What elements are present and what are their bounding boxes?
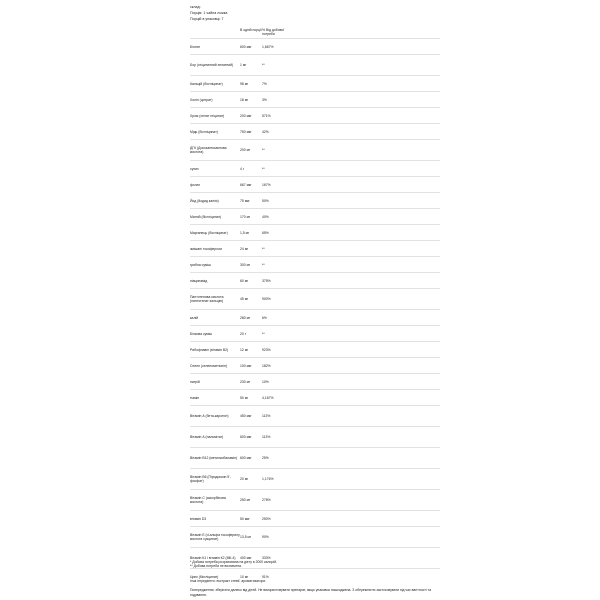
nutrient-amount: 600 мкг — [240, 44, 252, 49]
nutrient-dv: ** — [262, 331, 265, 336]
nutrient-dv: 182% — [262, 363, 271, 368]
table-row — [190, 510, 440, 526]
nutrient-name: натрій — [190, 379, 200, 384]
nutrient-amount: 50 мкг — [240, 516, 250, 521]
nutrient-name: тіамін — [190, 395, 200, 400]
nutrient-amount: 1,5 мг — [240, 230, 250, 235]
nutrient-amount: 10 мг — [240, 574, 249, 579]
nutrient-dv: 333% — [262, 556, 271, 560]
table-header-name — [190, 28, 240, 38]
table-row — [190, 447, 440, 468]
nutrient-name: Рибофлавін (вітамін B2) — [190, 347, 229, 352]
nutrient-amount: 20 г — [240, 331, 246, 336]
nutrient-dv: ** — [262, 148, 265, 152]
nutrient-name: Білкова суміш — [190, 331, 213, 336]
nutrient-name: Вітамін К1 і вітамін К2 (МК-4) — [190, 556, 236, 560]
table-row — [190, 373, 440, 389]
nutrient-name: Марганець (бісгліцинат) — [190, 230, 228, 235]
nutrient-name: Магній (бісгліцинат) — [190, 214, 222, 219]
nutrient-dv: 7% — [262, 81, 267, 86]
nutrient-dv: 6% — [262, 315, 267, 320]
nutrient-name: Вітамін С (аскорбінова кислота) — [190, 496, 226, 504]
table-row — [190, 107, 440, 123]
nutrient-name: змішані токофероли — [190, 246, 222, 251]
nutrient-dv: 167% — [262, 182, 271, 187]
nutrient-amount: 1 мг — [240, 63, 247, 67]
nutrient-name: Вітамін B12 (метилкобаламін) — [190, 456, 238, 460]
nutrient-dv: ** — [262, 262, 265, 267]
table-row — [190, 389, 440, 405]
nutrient-name: Вітамін А (пальмітат) — [190, 435, 224, 439]
table-row — [190, 38, 440, 54]
table-row — [190, 526, 440, 547]
nutrient-dv: 375% — [262, 278, 271, 283]
nutrient-dv: 113% — [262, 414, 271, 418]
nutrient-dv: 42% — [262, 129, 269, 134]
nutrient-name: Вітамін B6 (Піридоксин 5'-фосфат) — [190, 475, 231, 483]
table-row — [190, 208, 440, 224]
nutrient-name: вітамін D3 — [190, 516, 207, 521]
nutrient-amount: 24 мг — [240, 246, 249, 251]
table-row — [190, 489, 440, 510]
nutrient-dv: 113% — [262, 435, 271, 439]
nutrient-amount: 600 мкг — [240, 435, 252, 439]
table-row — [190, 176, 440, 192]
nutrient-amount: 280 мг — [240, 315, 251, 320]
nutrient-amount: 45 мг — [240, 297, 249, 301]
footer — [190, 560, 440, 597]
nutrient-amount: 18 мг — [240, 97, 249, 102]
nutrient-name: Кальцій (бісгліцинат) — [190, 81, 223, 86]
table-row — [190, 256, 440, 272]
nutrient-name: ДГК (Докозагексаєнова кислота) — [190, 146, 227, 154]
table-row — [190, 288, 440, 309]
nutrient-name: Цинк (бісгліцинат) — [190, 574, 219, 579]
nutrient-name: Холін (цитрат) — [190, 97, 213, 102]
table-row — [190, 405, 440, 426]
nutrient-dv: ** — [262, 246, 265, 251]
table-row — [190, 75, 440, 91]
nutrient-dv: 278% — [262, 498, 271, 502]
nutrient-amount: 200 мг — [240, 148, 251, 152]
table-row — [190, 160, 440, 176]
nutrient-name: ніацинамід — [190, 278, 208, 283]
nutrient-amount: 170 мг — [240, 214, 251, 219]
supplement-facts — [190, 4, 440, 584]
table-row — [190, 272, 440, 288]
nutrient-name: Вітамін Е (d-альфа токоферилу кислота сукцинат) — [190, 533, 240, 541]
table-row — [190, 192, 440, 208]
nutrient-dv: 923% — [262, 347, 271, 352]
nutrient-amount: 600 мкг — [240, 456, 252, 460]
nutrient-dv: ** — [262, 166, 265, 171]
table-row — [190, 426, 440, 447]
serving-size: Порція: 1 чайна ложка — [190, 11, 228, 15]
table-row — [190, 240, 440, 256]
table-row — [190, 139, 440, 160]
table-row — [190, 224, 440, 240]
nutrient-dv: 1,176% — [262, 477, 274, 481]
nutrient-name: сухих — [190, 166, 199, 171]
nutrient-amount: 400 мкг — [240, 556, 252, 560]
nutrient-name: калій — [190, 315, 199, 320]
table-row — [190, 468, 440, 489]
nutrient-amount: 230 мг — [240, 379, 251, 384]
nutrient-amount: 100 мкг — [240, 363, 252, 368]
nutrient-amount: 12 мг — [240, 347, 249, 352]
nutrient-name: Мідь (бісгліцинат) — [190, 129, 218, 134]
nutrient-amount: 450 мкг — [240, 414, 252, 418]
nutrient-dv: 1,667% — [262, 44, 274, 49]
servings-per-container: Порцій в упаковці: 7 — [190, 17, 224, 21]
table-row — [190, 123, 440, 139]
nutrient-name: Селен (селенометіонін) — [190, 363, 228, 368]
nutrient-amount: 13,5 мг — [240, 535, 252, 539]
nutrient-dv: 40% — [262, 214, 269, 219]
nutrient-dv: 91% — [262, 574, 269, 579]
table-header-dv: % Від добової потреби — [262, 28, 285, 37]
table-row — [190, 357, 440, 373]
nutrient-dv: 900% — [262, 297, 271, 301]
nutrient-name: грибна суміш — [190, 262, 211, 267]
nutrient-amount: 200 мкг — [240, 113, 252, 118]
table-header-amount: В одній порції — [240, 28, 262, 32]
nutrient-amount: 75 мкг — [240, 198, 250, 203]
nutrient-amount: 20 мг — [240, 477, 249, 481]
nutrient-amount: 667 мкг — [240, 182, 252, 187]
nutrient-amount: 300 мг — [240, 262, 251, 267]
nutrient-dv: 250% — [262, 516, 271, 521]
nutrient-dv: 25% — [262, 456, 269, 460]
nutrient-name: Вітамін А (бета-каротин) — [190, 414, 229, 418]
nutrient-name: Хром (хелат гліцинат) — [190, 113, 225, 118]
nutrient-amount: 4 г — [240, 166, 245, 171]
footnote-daily-value: * Добова потреба розрахована на дієту в 2000 калорій. — [190, 560, 277, 564]
nutrient-name: Пантотенова кислота (пантотенат кальцію) — [190, 295, 224, 303]
composition-label: склад: — [190, 5, 201, 9]
nutrient-table — [190, 38, 440, 584]
nutrient-name: фолат — [190, 182, 200, 187]
nutrient-name: Йод (йодид калію) — [190, 198, 219, 203]
other-ingredients: Інші інгредієнти: екстракт стевії, ароматизатори. — [190, 578, 267, 583]
nutrient-name: Бор (гліцинатний хелатний) — [190, 63, 234, 67]
nutrient-dv: 50% — [262, 198, 269, 203]
nutrient-amount: 250 мг — [240, 498, 251, 502]
nutrient-name: Біотин — [190, 44, 201, 49]
nutrient-dv: 65% — [262, 230, 269, 235]
table-row — [190, 341, 440, 357]
table-row — [190, 325, 440, 341]
warning-text: Попередження: зберігати далеко від дітей. Не використовувати препарат, якщо упаковка пошкоджена. З обережністю застосовувати під час вагітності та годування. — [190, 588, 431, 597]
nutrient-amount: 750 мкг — [240, 129, 252, 134]
nutrient-amount: 98 мг — [240, 81, 249, 86]
table-row — [190, 54, 440, 75]
nutrient-dv: 4,167% — [262, 395, 274, 400]
nutrient-amount: 50 мг — [240, 395, 249, 400]
nutrient-dv: 571% — [262, 113, 271, 118]
table-header — [190, 28, 440, 38]
nutrient-dv: 90% — [262, 535, 269, 539]
footnote-not-established: ** Добова потреба не визначена. — [190, 564, 242, 569]
table-row — [190, 91, 440, 107]
table-row — [190, 309, 440, 325]
nutrient-dv: ** — [262, 63, 265, 67]
nutrient-dv: 3% — [262, 97, 267, 102]
nutrient-dv: 10% — [262, 379, 269, 384]
nutrient-amount: 60 мг — [240, 278, 249, 283]
